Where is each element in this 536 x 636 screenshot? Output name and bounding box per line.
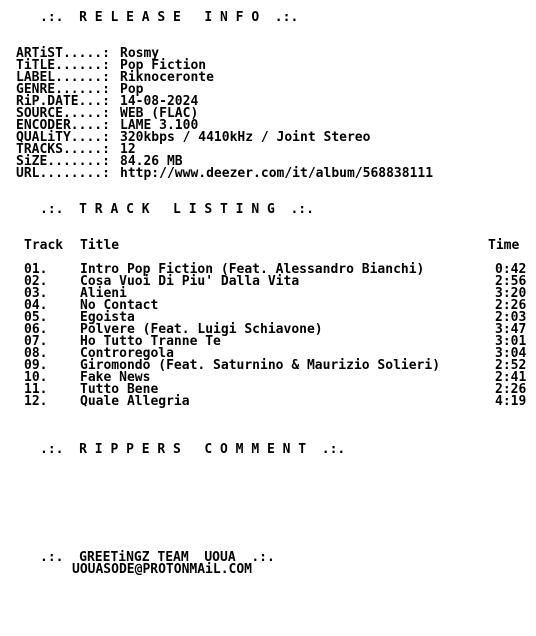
rippers-comment-header: .:. R I P P E R S C O M M E N T .:. — [40, 442, 346, 457]
release-field-label: TiTLE......: — [16, 58, 110, 73]
release-field-label: SOURCE.....: — [16, 106, 110, 121]
track-title: Giromondo (Feat. Saturnino & Maurizio Solieri) — [80, 358, 441, 373]
track-number: 07. — [24, 334, 48, 349]
release-field-value: Pop — [120, 82, 144, 97]
track-time: 3:47 — [495, 322, 527, 337]
release-field-label: URL........: — [16, 166, 110, 181]
track-title: Polvere (Feat. Luigi Schiavone) — [80, 322, 323, 337]
release-field-value: Pop Fiction — [120, 58, 207, 73]
release-field-label: SiZE.......: — [16, 154, 110, 169]
track-time: 3:04 — [495, 346, 527, 361]
track-time: 2:26 — [495, 382, 527, 397]
track-title: Ho Tutto Tranne Te — [80, 334, 221, 349]
track-number: 04. — [24, 298, 48, 313]
track-title: No Contact — [80, 298, 159, 313]
track-time: 2:56 — [495, 274, 527, 289]
release-field-label: LABEL......: — [16, 70, 110, 85]
track-number: 12. — [24, 394, 48, 409]
track-time: 0:42 — [495, 262, 527, 277]
release-info-header: .:. R E L E A S E I N F O .:. — [40, 10, 299, 25]
column-header-time: Time — [488, 238, 520, 253]
track-time: 2:26 — [495, 298, 527, 313]
track-time: 2:03 — [495, 310, 527, 325]
track-number: 03. — [24, 286, 48, 301]
release-field-value: http://www.deezer.com/it/album/568838111 — [120, 166, 434, 181]
track-title: Cosa Vuoi Di Piu' Dalla Vita — [80, 274, 300, 289]
release-field-value: WEB (FLAC) — [120, 106, 199, 121]
track-title: Controregola — [80, 346, 174, 361]
track-title: Tutto Bene — [80, 382, 159, 397]
release-field-label: ENCODER....: — [16, 118, 110, 133]
release-field-value: 320kbps / 4410kHz / Joint Stereo — [120, 130, 371, 145]
track-listing-header: .:. T R A C K L I S T I N G .:. — [40, 202, 314, 217]
column-header-track: Track — [24, 238, 64, 253]
release-field-value: LAME 3.100 — [120, 118, 199, 133]
release-field-label: QUALiTY....: — [16, 130, 110, 145]
track-number: 11. — [24, 382, 48, 397]
track-number: 02. — [24, 274, 48, 289]
release-field-label: TRACKS.....: — [16, 142, 110, 157]
track-number: 06. — [24, 322, 48, 337]
release-field-value: Rosmy — [120, 46, 160, 61]
track-time: 3:20 — [495, 286, 527, 301]
track-title: Quale Allegria — [80, 394, 190, 409]
column-header-title: Title — [80, 238, 120, 253]
track-title: Fake News — [80, 370, 151, 385]
track-number: 05. — [24, 310, 48, 325]
release-field-label: GENRE......: — [16, 82, 110, 97]
release-field-value: 12 — [120, 142, 136, 157]
track-title: Intro Pop Fiction (Feat. Alessandro Bianchi) — [80, 262, 425, 277]
track-time: 3:01 — [495, 334, 527, 349]
contact-email: UOUASODE@PROTONMAiL.COM — [72, 562, 253, 577]
track-number: 08. — [24, 346, 48, 361]
greetings-header: .:. GREETiNGZ TEAM UOUA .:. — [40, 550, 275, 565]
track-title: Alieni — [80, 286, 127, 301]
track-number: 10. — [24, 370, 48, 385]
release-field-label: ARTiST.....: — [16, 46, 110, 61]
track-time: 4:19 — [495, 394, 527, 409]
track-title: Egoista — [80, 310, 135, 325]
track-time: 2:41 — [495, 370, 527, 385]
track-number: 09. — [24, 358, 48, 373]
track-number: 01. — [24, 262, 48, 277]
release-field-value: 84.26 MB — [120, 154, 183, 169]
release-field-value: 14-08-2024 — [120, 94, 199, 109]
track-time: 2:52 — [495, 358, 527, 373]
release-field-value: Riknoceronte — [120, 70, 214, 85]
release-field-label: RiP.DATE...: — [16, 94, 110, 109]
